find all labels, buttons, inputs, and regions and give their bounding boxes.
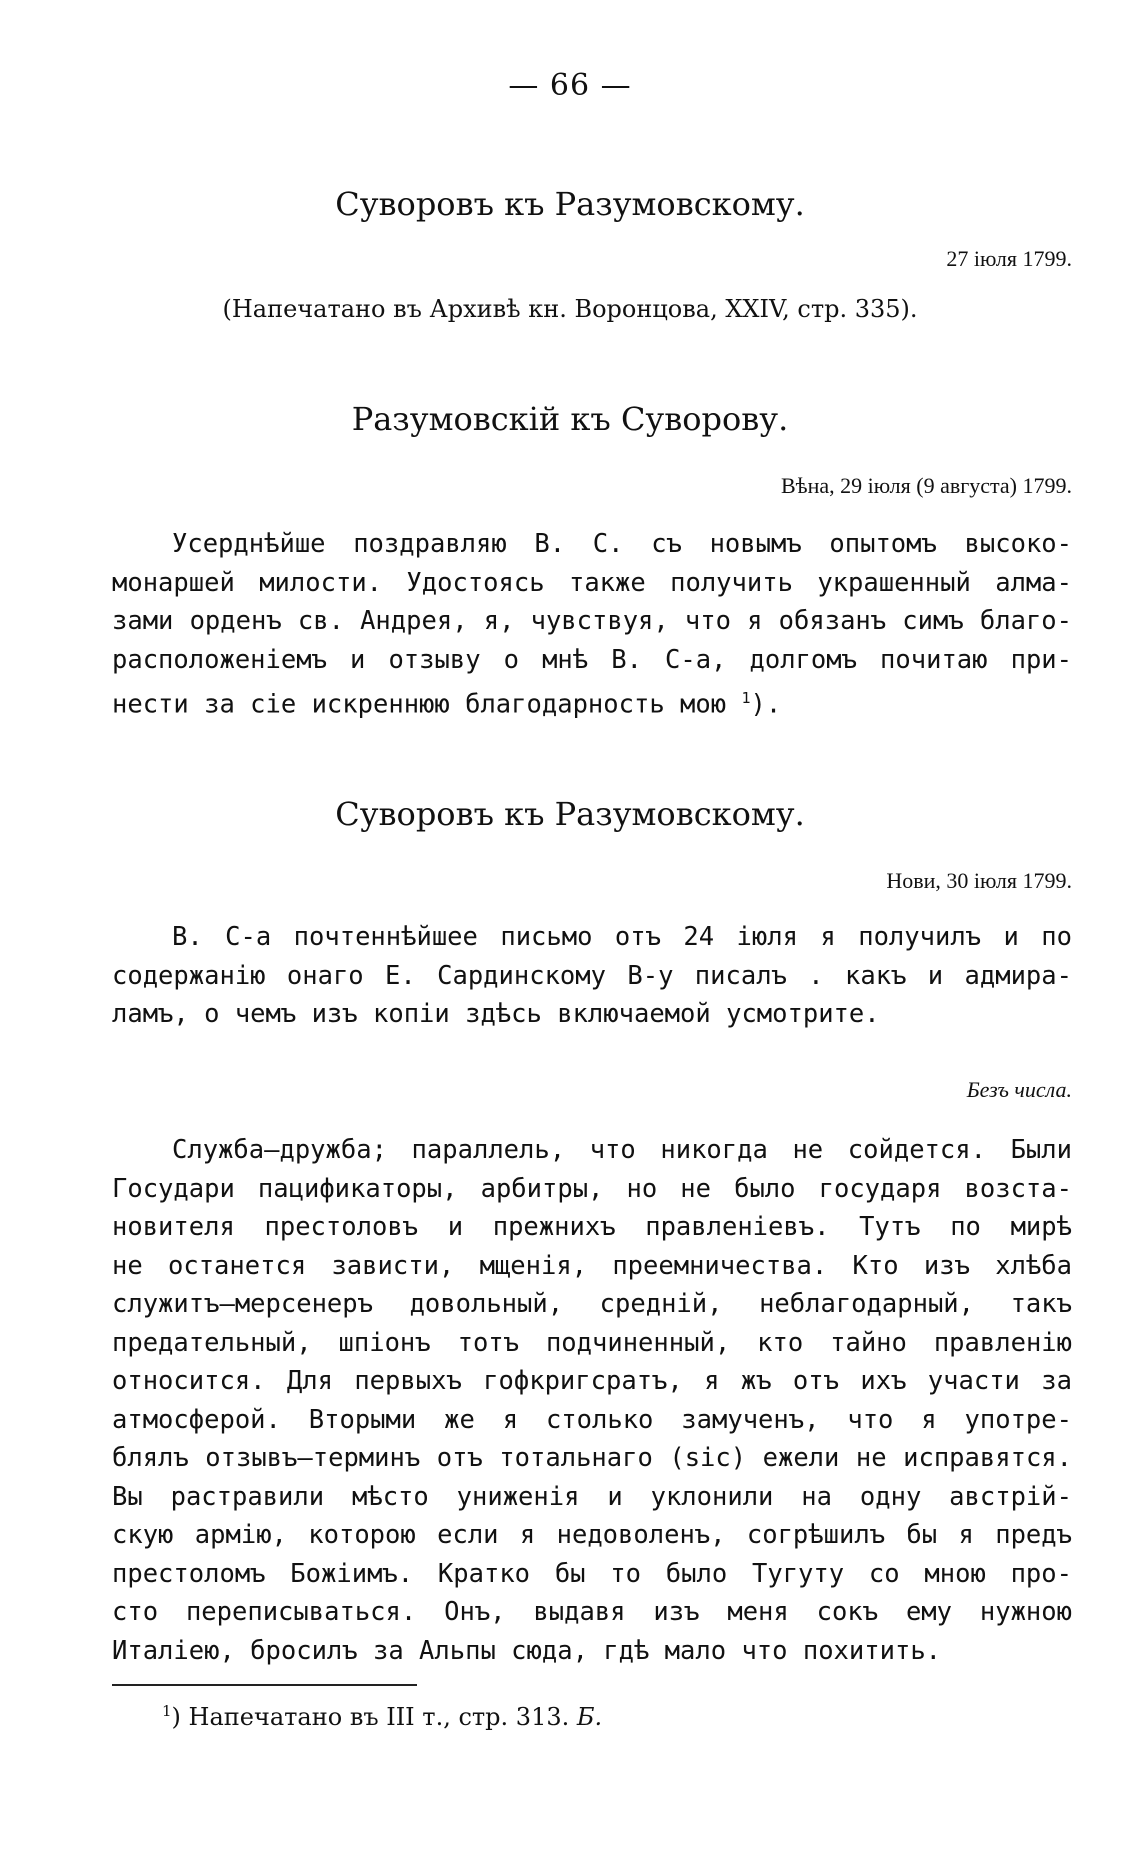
section-1-note: (Напечатано въ Архивѣ кн. Воронцова, XXIV, стр. 335). xyxy=(222,295,918,323)
section-1-date: 27 іюля 1799. xyxy=(946,246,1072,271)
section-2-paragraph xyxy=(112,525,1072,718)
footnote xyxy=(162,1702,602,1731)
section-2-heading: Разумовскій къ Суворову. xyxy=(351,400,789,438)
paragraph-line: относится. Для первыхъ гофкригсратъ, я жъ отъ ихъ участи за xyxy=(112,1366,1072,1396)
paragraph-line: блялъ отзывъ—терминъ отъ тотальнаго (sic) ежели не исправятся. xyxy=(112,1443,1072,1473)
paragraph-line: Служба—дружба; параллель, что никогда не сойдется. Были xyxy=(172,1135,1072,1165)
page-number: — 66 — xyxy=(508,68,632,103)
section-1-heading: Суворовъ къ Разумовскому. xyxy=(335,185,805,223)
paragraph-line: Государи пацификаторы, арбитры, но не было государя возста- xyxy=(112,1173,1072,1204)
section-4-paragraph xyxy=(112,1131,1072,1670)
paragraph-line: не останется зависти, мщенія, преемничества. Кто изъ хлѣба xyxy=(112,1250,1072,1281)
section-3-heading: Суворовъ къ Разумовскому. xyxy=(335,795,805,833)
footnote-text: ) Напечатано въ III т., стр. 313. xyxy=(171,1703,570,1731)
paragraph-line: зами орденъ св. Андрея, я, чувствуя, что я обязанъ симъ благо- xyxy=(112,606,1072,636)
footnote-divider xyxy=(112,1684,417,1686)
section-2-date: Вѣна, 29 іюля (9 августа) 1799. xyxy=(781,473,1072,498)
paragraph-line: служитъ—мерсенеръ довольный, средній, неблагодарный, такъ xyxy=(112,1289,1072,1319)
paragraph-line-text: нести за сіе искреннюю благодарность мою xyxy=(112,689,727,718)
paragraph-line xyxy=(112,679,1072,718)
paragraph-line: расположеніемъ и отзыву о мнѣ В. С-а, долгомъ почитаю при- xyxy=(112,644,1072,675)
paragraph-line: предательный, шпіонъ тотъ подчиненный, кто тайно правленію xyxy=(112,1327,1072,1358)
paragraph-line: ламъ, о чемъ изъ копіи здѣсь включаемой усмотрите. xyxy=(112,999,880,1029)
paragraph-line: скую армію, которою если я недоволенъ, согрѣшилъ бы я предъ xyxy=(112,1520,1072,1550)
paragraph-closing: ). xyxy=(750,689,782,718)
paragraph-line: сто переписываться. Онъ, выдавя изъ меня сокъ ему нужною xyxy=(112,1597,1072,1627)
footnote-initial: Б. xyxy=(576,1703,603,1731)
section-3-date: Нови, 30 іюля 1799. xyxy=(886,868,1072,893)
footnote-marker: 1 xyxy=(162,1702,172,1720)
paragraph-line: Вы растравили мѣсто униженія и уклонили на одну австрій- xyxy=(112,1481,1072,1512)
paragraph-line: атмосферой. Вторыми же я столько замученъ, что я употре- xyxy=(112,1404,1072,1435)
paragraph-line: монаршей милости. Удостоясь также получить украшенный алма- xyxy=(112,567,1072,598)
paragraph-line: новителя престоловъ и прежнихъ правленіевъ. Тутъ по мирѣ xyxy=(112,1212,1072,1242)
paragraph-line: Усерднѣйше поздравляю В. С. съ новымъ опытомъ высоко- xyxy=(172,529,1072,559)
footnote-reference: 1 xyxy=(741,689,751,707)
section-3-paragraph xyxy=(112,918,1072,1034)
paragraph-line: В. С-а почтеннѣйшее письмо отъ 24 іюля я получилъ и по xyxy=(172,922,1072,952)
paragraph-line: Италіею, бросилъ за Альпы сюда, гдѣ мало что похитить. xyxy=(112,1635,942,1666)
paragraph-line: престоломъ Божіимъ. Кратко бы то было Тугуту со мною про- xyxy=(112,1558,1072,1589)
section-4-date: Безъ числа. xyxy=(966,1077,1072,1102)
paragraph-line: содержанію онаго Е. Сардинскому В-у писалъ . какъ и адмира- xyxy=(112,960,1072,991)
